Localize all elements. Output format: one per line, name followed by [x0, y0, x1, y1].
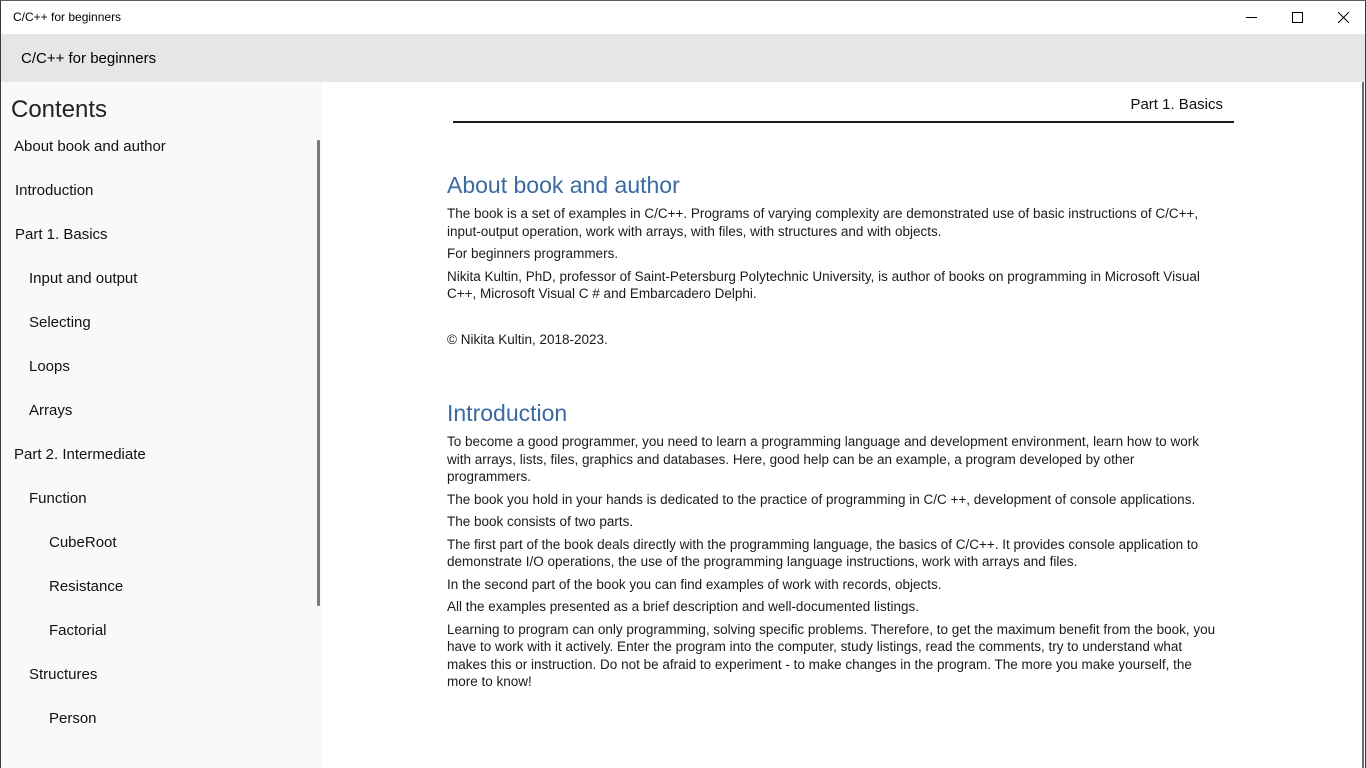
toc-item-structures[interactable]: Structures [29, 666, 98, 683]
toc-item-loops[interactable]: Loops [29, 358, 70, 375]
title-bar[interactable] [1, 1, 1365, 34]
paragraph: The first part of the book deals directly with the programming language, the basics of C/C++. It provides console application to demonstrate I/O operations, the use of the programming language instructions, work with arrays and files. [447, 536, 1199, 569]
paragraph: To become a good programmer, you need to learn a programming language and development environment, learn how to work with arrays, lists, files, graphics and databases. Here, good help can be an example, a program developed by other programmers. [447, 434, 1199, 484]
window-title: C/C++ for beginners [13, 10, 122, 24]
toc-item-part-1-basics[interactable]: Part 1. Basics [15, 226, 108, 243]
minimize-icon [1246, 12, 1257, 23]
paragraph: Nikita Kultin, PhD, professor of Saint-Petersburg Polytechnic University, is author of books on programming in Microsoft Visual C++, Microsoft Visual C # and Embarcadero Delphi. [447, 268, 1200, 301]
paragraph: In the second part of the book you can find examples of work with records, objects. [447, 576, 942, 592]
toc-item-introduction[interactable]: Introduction [15, 182, 94, 199]
toc-item-function[interactable]: Function [29, 490, 87, 507]
close-icon [1338, 12, 1349, 23]
content-scrollbar[interactable] [1362, 82, 1364, 768]
minimize-button[interactable] [1228, 1, 1274, 34]
contents-heading: Contents [11, 96, 108, 123]
paragraph: Learning to program can only programming, solving specific problems. Therefore, to get the maximum benefit from the book, you have to work with it actively. Enter the program into the computer, study listings, read the comments, try to understand what makes this or instruction. Do not be afraid to experiment - to make changes in the program. The more you make yourself, the more to know! [447, 621, 1216, 689]
toc-item-arrays[interactable]: Arrays [29, 402, 73, 419]
toc-item-resistance[interactable]: Resistance [49, 578, 124, 595]
content-pane [322, 82, 1365, 768]
copyright-text: © Nikita Kultin, 2018-2023. [447, 331, 608, 347]
app-title: C/C++ for beginners [21, 50, 157, 67]
close-button[interactable] [1320, 1, 1366, 34]
maximize-button[interactable] [1274, 1, 1320, 34]
paragraph: The book consists of two parts. [447, 514, 634, 529]
section-heading: About book and author [447, 172, 680, 198]
toc-item-about-book-and-author[interactable]: About book and author [14, 138, 166, 155]
header-divider [453, 121, 1234, 123]
paragraph: The book you hold in your hands is dedicated to the practice of programming in C/C ++, development of console applications. [447, 491, 1196, 507]
toc-item-factorial[interactable]: Factorial [49, 622, 107, 639]
maximize-icon [1292, 12, 1303, 23]
section-introduction [447, 399, 1222, 696]
paragraph: All the examples presented as a brief description and well-documented listings. [447, 599, 920, 614]
paragraph: For beginners programmers. [447, 246, 619, 261]
toc-item-part-2-intermediate[interactable]: Part 2. Intermediate [14, 446, 146, 463]
contents-sidebar [1, 82, 322, 768]
app-header [1, 34, 1365, 82]
section-heading: Introduction [447, 400, 568, 426]
toc-item-selecting[interactable]: Selecting [29, 314, 91, 331]
toc-item-person[interactable]: Person [49, 710, 97, 727]
toc-item-input-and-output[interactable]: Input and output [29, 270, 138, 287]
section-about-book-and-author [447, 171, 1222, 353]
toc-item-cuberoot[interactable]: CubeRoot [49, 534, 117, 551]
paragraph: The book is a set of examples in C/C++. Programs of varying complexity are demonstrated use of basic instructions of C/C++, input-output operation, work with arrays, with files, with structures and with objects. [447, 206, 1199, 239]
current-part-label: Part 1. Basics [1130, 96, 1223, 113]
sidebar-scrollbar[interactable] [317, 140, 320, 606]
